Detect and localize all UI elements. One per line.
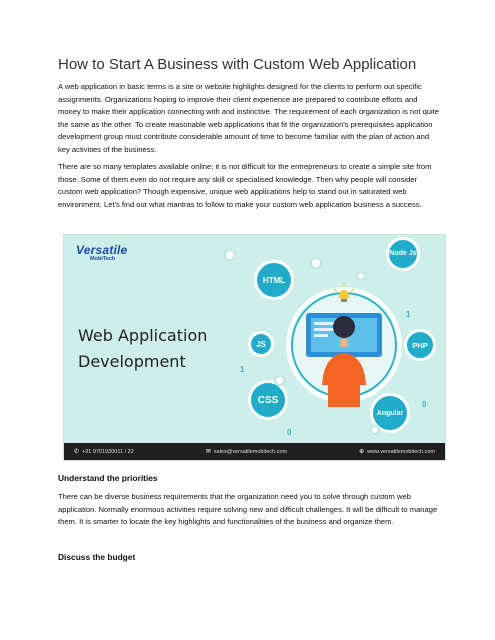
digit-1: 1 — [406, 310, 411, 319]
heading-budget: Discuss the budget — [58, 552, 136, 562]
js-bubble: JS — [248, 331, 274, 357]
decor-dot — [224, 249, 236, 261]
decor-dot — [274, 375, 285, 386]
css-bubble: CSS — [248, 380, 288, 420]
templates-paragraph: There are so many templates available online; it is not difficult for the entrepreneurs to create a simple site from those. Some of them even do not require any skill or specialised knowledge. Then why people will consider custom web application? Though expensive, unique web applications help to stand out in saturated web environment. Let's find out what mantras to follow to make your custom web application business a success. — [58, 162, 432, 209]
headline-line-1: Web Application — [78, 326, 208, 345]
nodejs-bubble: Node Js — [386, 237, 420, 271]
banner-headline — [78, 323, 207, 375]
priorities-paragraph: There can be diverse business requirements that the organization need you to solve through custom web application. Normally enormous activities require solving new and difficult challenges. It will be difficult to manage them. It is smarter to locate the key highlights and functionalities of the business and organize them. — [58, 492, 438, 527]
heading-priorities: Understand the priorities — [58, 473, 158, 483]
digit-2: 1 — [240, 365, 245, 374]
decor-dot — [310, 257, 322, 269]
digit-4: 0 — [287, 428, 292, 437]
footer-email: ✉ sales@versatilemobitech.com — [205, 448, 288, 455]
footer-phone: ✆ +91 9701930011 / 22 — [74, 448, 134, 455]
globe-icon: ⊕ — [359, 449, 365, 455]
intro-paragraph: A web application in basic terms is a site or website highlights designed for the clients to perform out specific assignments. Organizations hoping to improve their client experience are prepared to contribute efforts and money to make their application connecting with and instinctive. The requirement of each organization is not quite the same as the other. To create reasonable web applications that fit the organization's prerequisites application development group must contribute considerable amount of time to become familiar with the plan of action and key activities of the business. — [58, 82, 440, 154]
html-bubble: HTML — [254, 260, 294, 300]
logo-subtext: MobiTech — [90, 256, 116, 262]
banner-footer — [64, 443, 445, 460]
logo-text: Versatile — [76, 243, 128, 257]
angular-bubble: Angular — [370, 393, 410, 433]
page-title: How to Start A Business with Custom Web Application — [58, 56, 417, 73]
decor-dot — [356, 271, 366, 281]
decor-dot — [370, 425, 380, 435]
phone-icon: ✆ — [74, 449, 80, 455]
mail-icon: ✉ — [205, 449, 211, 455]
banner-image — [63, 234, 446, 461]
digit-3: 0 — [422, 400, 427, 409]
php-bubble: PHP — [404, 329, 436, 361]
versatile-logo — [76, 243, 127, 262]
headline-line-2: Development — [78, 352, 186, 371]
footer-website: ⊕ www.versatilemobitech.com — [359, 448, 435, 455]
